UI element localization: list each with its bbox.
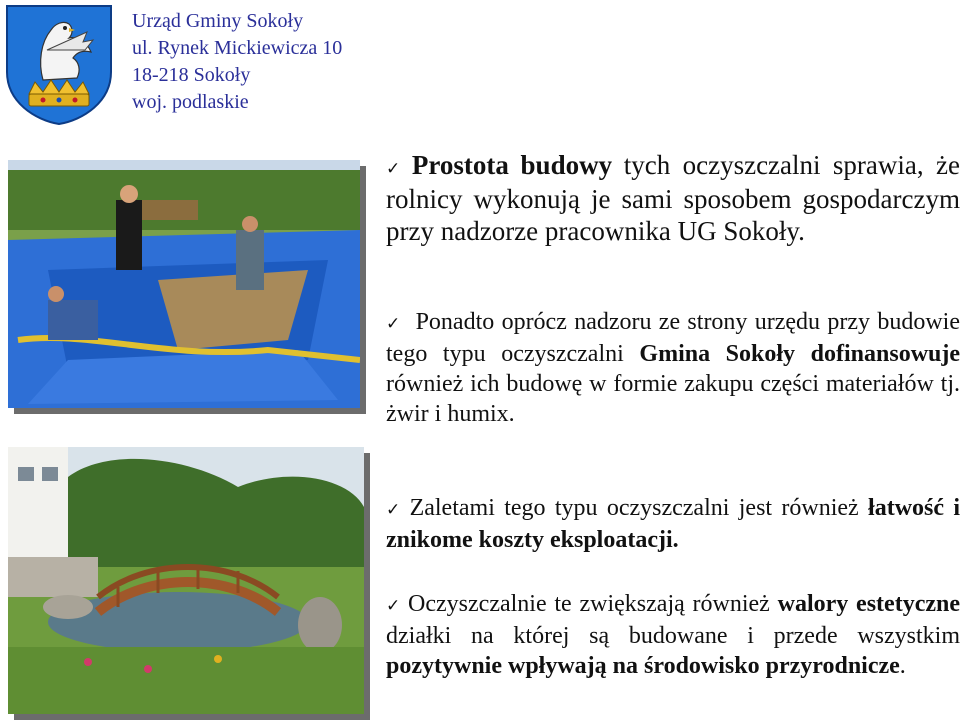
checkmark-icon: ✓	[386, 159, 406, 179]
bullet-bold-text: pozytywnie wpływają na środowisko przyrodnicze	[386, 653, 900, 679]
bullet-text: również ich budowę w formie zakupu części materiałów tj. żwir i humix.	[386, 371, 960, 427]
bullet-aesthetics	[386, 589, 960, 681]
bullet-advantages	[386, 493, 960, 555]
bullet-bold-text: Gmina Sokoły dofinansowuje	[639, 341, 960, 367]
bullet-end-punct: .	[899, 653, 906, 679]
municipality-crest	[3, 2, 115, 126]
office-postcode: 18-218 Sokoły	[132, 64, 251, 86]
bullet-text: Oczyszczalnie te zwiększają również	[408, 591, 770, 617]
bullet-simplicity	[386, 150, 960, 248]
checkmark-icon: ✓	[386, 596, 403, 616]
bullet-bold-text: walory estetyczne	[777, 591, 960, 617]
bullet-cofinancing	[386, 307, 960, 429]
bullet-text: tych oczyszczalni sprawia, że rolnicy wykonują je sami sposobem gospodarczym przy nadzorze pracownika UG Sokoły.	[386, 150, 960, 246]
bullet-bold-prostota: Prostota	[411, 150, 509, 180]
bullet-bold-text: łatwość i znikome koszty eksploatacji.	[386, 495, 960, 553]
construction-photo	[8, 160, 360, 408]
checkmark-icon: ✓	[386, 500, 404, 520]
pond-photo	[8, 447, 364, 714]
office-name: Urząd Gminy Sokoły	[132, 10, 304, 32]
bullet-text: Zaletami tego typu oczyszczalni jest również	[409, 495, 859, 521]
bullet-text: Ponadto oprócz nadzoru ze strony urzędu przy budowie tego typu oczyszczalni	[386, 309, 960, 367]
bullet-bold-budowy: budowy	[520, 150, 613, 180]
bullet-text: działki na której są budowane i przede wszystkim	[386, 623, 960, 649]
checkmark-icon: ✓	[386, 314, 402, 334]
office-address	[132, 8, 342, 116]
office-voivodeship: woj. podlaskie	[132, 91, 249, 113]
office-street: ul. Rynek Mickiewicza 10	[132, 37, 343, 59]
